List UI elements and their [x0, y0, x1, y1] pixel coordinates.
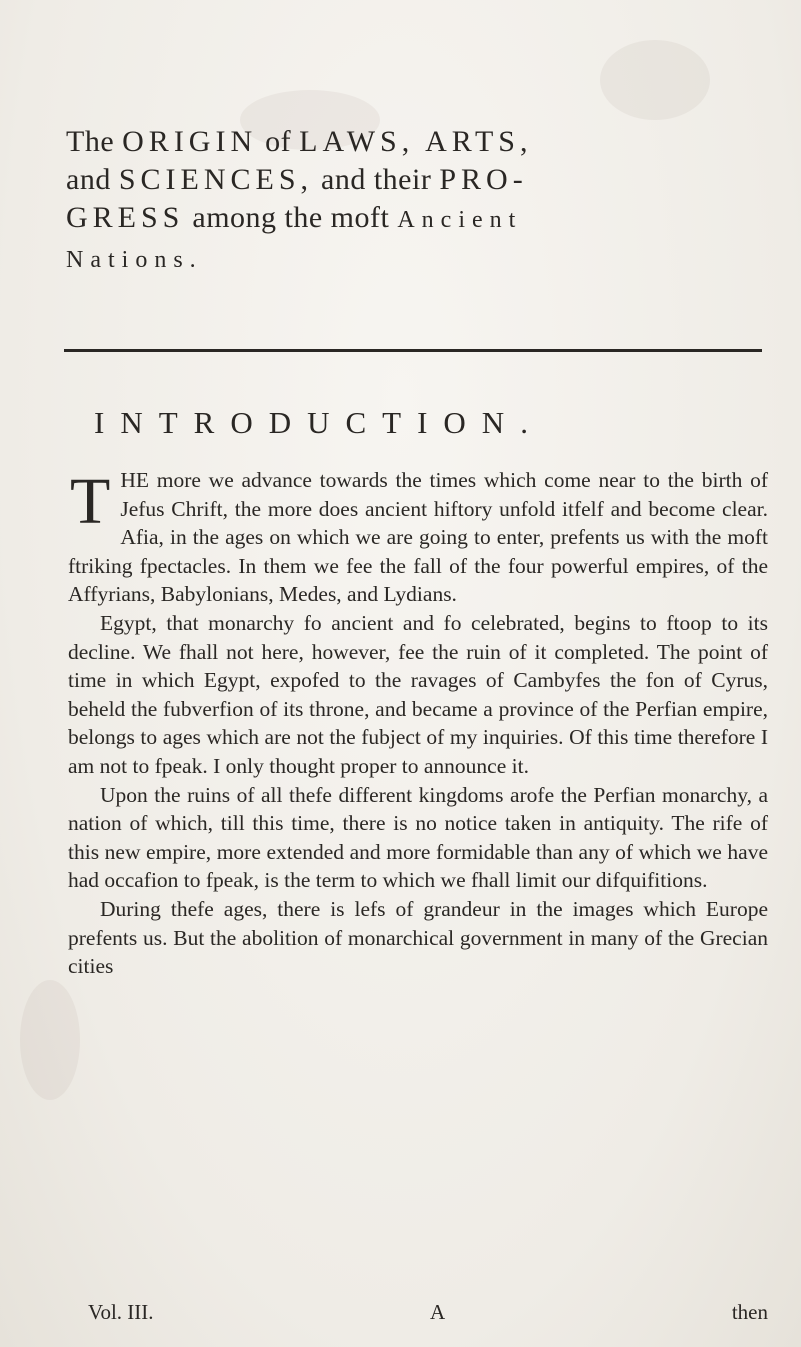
title-word: The	[66, 125, 115, 158]
horizontal-rule	[64, 349, 762, 352]
paper-stain	[600, 40, 710, 120]
paragraph: During thefe ages, there is lefs of grandeur in the images which Europe prefents us. But the abolition of monarchical government in many of the Grecian cities	[68, 896, 768, 979]
paragraph	[68, 466, 768, 609]
title-word: Ancient	[397, 207, 523, 233]
title-word: Nations.	[66, 247, 203, 273]
paper-stain	[20, 980, 80, 1100]
title-word: among the moft	[192, 201, 390, 234]
title-line-2	[66, 161, 756, 199]
title-word: GRESS	[66, 201, 185, 234]
section-heading: INTRODUCTION.	[94, 405, 544, 440]
paragraph: Upon the ruins of all thefe different kingdoms arofe the Perfian monarchy, a nation of which, till this time, there is no notice taken in antiquity. The rife of this new empire, more extended and more formidable than any of which we have had occafion to fpeak, is the term to which we fhall limit our difquifitions.	[68, 782, 768, 893]
book-title	[66, 123, 756, 279]
title-word: and their	[321, 163, 432, 196]
title-line-3	[66, 199, 756, 239]
signature-mark: A	[430, 1300, 446, 1324]
title-word: ORIGIN	[122, 125, 258, 158]
volume-number: Vol. III.	[88, 1300, 154, 1324]
title-word: PRO-	[439, 163, 528, 196]
paragraph: Egypt, that monarchy fo ancient and fo celebrated, begins to ftoop to its decline. We fhall not here, however, fee the ruin of it completed. The point of time in which Egypt, expofed to the ravages of Cambyfes the fon of Cyrus, beheld the fubverfion of its throne, and became a province of the Perfian empire, belongs to ages which are not the fubject of my inquiries. Of this time therefore I am not to fpeak. I only thought proper to announce it.	[68, 610, 768, 778]
body-text	[68, 466, 768, 981]
page-footer	[88, 1300, 768, 1330]
title-word: LAWS, ARTS,	[299, 125, 533, 158]
title-word: SCIENCES,	[118, 163, 314, 196]
catchword: then	[731, 1300, 768, 1324]
title-line-4	[66, 239, 756, 279]
paragraph-text: HE more we advance towards the times which come near to the birth of Jefus Chrift, the more does ancient hiftory unfold itfelf and become clear. Afia, in the ages on which we are going to enter, prefents us with the moft ftriking fpectacles. In them we fee the fall of the four powerful empires, of the Affyrians, Babylonians, Medes, and Lydians.	[68, 468, 768, 607]
title-word: and	[66, 163, 111, 196]
drop-cap: T	[70, 465, 111, 538]
title-line-1	[66, 123, 756, 161]
title-word: of	[265, 125, 292, 158]
